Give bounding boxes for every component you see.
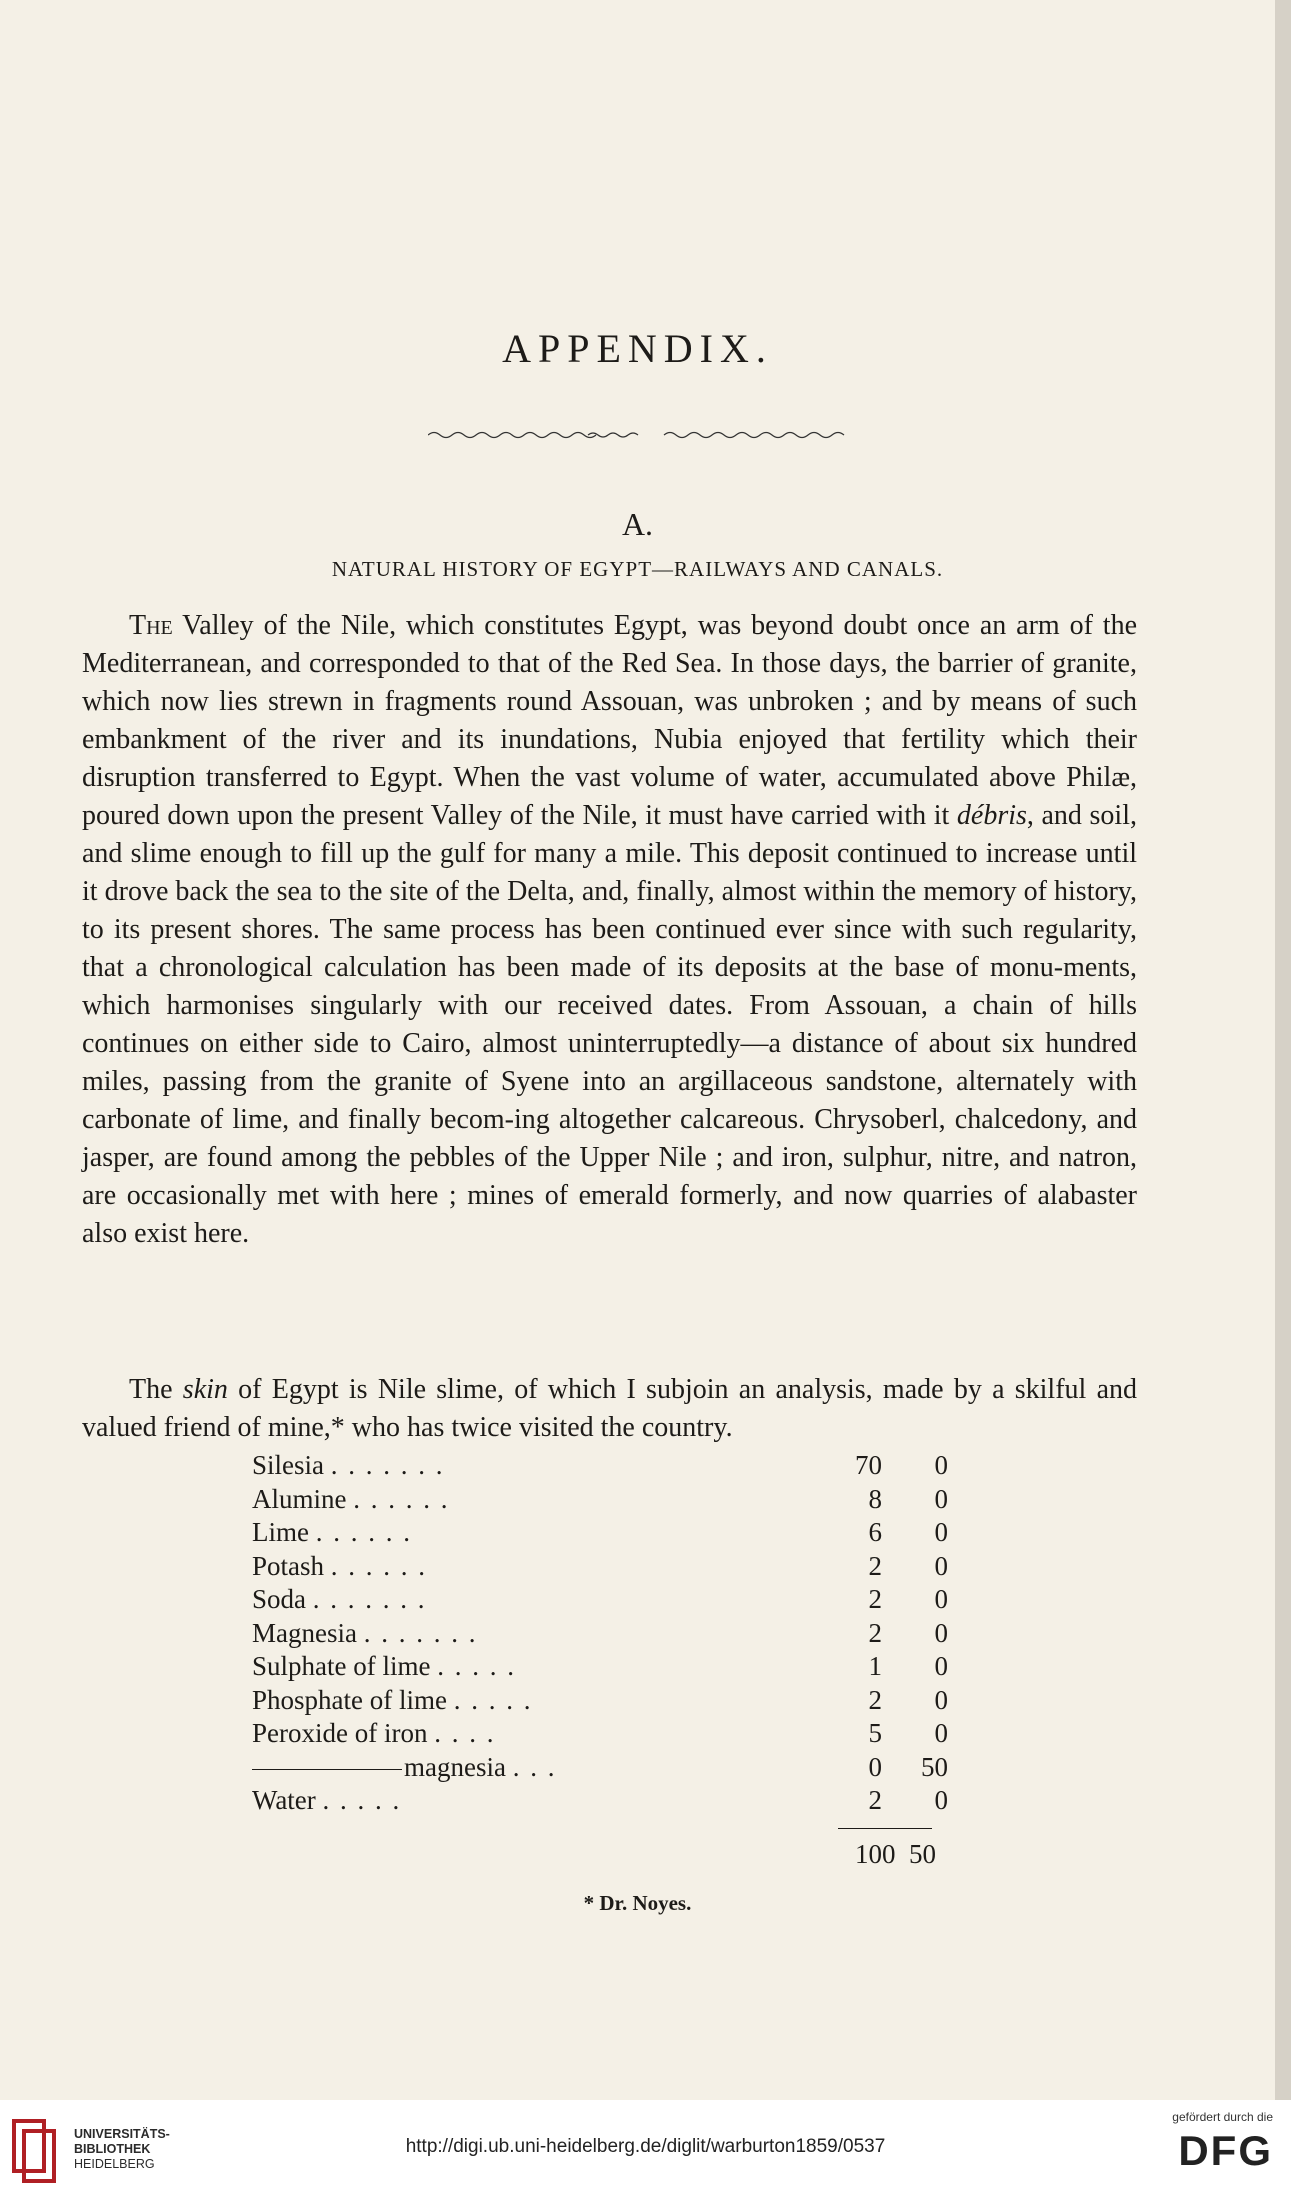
digitization-footer bbox=[0, 2100, 1291, 2202]
value-fraction: 0 bbox=[934, 1584, 948, 1615]
appendix-title: APPENDIX. bbox=[502, 326, 773, 371]
table-row bbox=[252, 1449, 948, 1483]
table-row bbox=[252, 1617, 948, 1651]
dfg-logo: DFG bbox=[1178, 2127, 1273, 2174]
leader-dots: . . . bbox=[512, 1751, 557, 1782]
paragraph-text: Valley of the Nile, which constitutes Egypt, was beyond doubt once an arm of the Mediterranean, and corresponded to that of the Red Sea. In those days, the barrier of granite, which now lies strewn in fragments round Assouan, was unbroken ; and by means of such embankment of the river and its inundations, Nubia enjoyed that fertility which their disruption transferred to Egypt. When the vast volume of water, accumulated above Philæ, poured down upon the present Valley of the Nile, it must have carried with it bbox=[82, 610, 1137, 831]
ingredient-name: Water bbox=[252, 1785, 316, 1816]
value-fraction: 0 bbox=[934, 1684, 948, 1715]
ingredient-name: Silesia bbox=[252, 1450, 324, 1481]
sponsor-label: gefördert durch die bbox=[1172, 2110, 1273, 2124]
ingredient-name: Sulphate of lime bbox=[252, 1651, 431, 1682]
ingredient-name: Potash bbox=[252, 1550, 325, 1581]
paragraph-text: of Egypt is Nile slime, of which I subjoin an analysis, made by a skilful and valued friend of mine,* who has twice visited the country. bbox=[82, 1374, 1138, 1443]
paragraph-text: , and soil, and slime enough to fill up the gulf for many a mile. This deposit continued to increase until it drove back the sea to the site of the Delta, and, finally, almost within the memory of history, to its present shores. The same process has been continued ever since with such regularity, that a chronological calculation has been made of its deposits at the base of monu-ments, which harmonises singularly with our received dates. From Assouan, a chain of hills continues on either side to Cairo, almost uninterruptedly—a distance of about six hundred miles, passing from the granite of Syene into an argillaceous sandstone, alternately with carbonate of lime, and finally becom-ing altogether calcareous. Chrysoberl, chalcedony, and jasper, are found among the pebbles of the Upper Nile ; and iron, sulphur, nitre, and natron, are occasionally met with here ; mines of emerald formerly, and now quarries of alabaster also exist here. bbox=[82, 800, 1137, 1249]
library-name-line2: BIBLIOTHEK bbox=[74, 2142, 151, 2156]
table-row bbox=[252, 1583, 948, 1617]
value-whole: 70 bbox=[855, 1450, 882, 1481]
table-row bbox=[252, 1784, 948, 1818]
leader-dots: . . . . . bbox=[322, 1785, 402, 1816]
leader-dots: . . . . . bbox=[453, 1684, 533, 1715]
ingredient-name: magnesia bbox=[404, 1751, 506, 1782]
paragraph-text: The bbox=[129, 1374, 183, 1405]
value-whole: 1 bbox=[868, 1651, 882, 1682]
value-fraction: 0 bbox=[934, 1450, 948, 1481]
table-row bbox=[252, 1751, 948, 1785]
leader-dots: . . . . . . bbox=[315, 1517, 412, 1548]
value-whole: 5 bbox=[868, 1718, 882, 1749]
section-title: NATURAL HISTORY OF EGYPT—RAILWAYS AND CANALS. bbox=[331, 557, 944, 581]
total-rule bbox=[838, 1828, 932, 1829]
leader-dots: . . . . . . bbox=[353, 1483, 450, 1514]
italic-word: débris bbox=[956, 800, 1027, 831]
leader-dots: . . . . bbox=[434, 1718, 496, 1749]
table-row bbox=[252, 1684, 948, 1718]
value-fraction: 0 bbox=[934, 1651, 948, 1682]
value-whole: 2 bbox=[868, 1550, 882, 1581]
italic-word: skin bbox=[182, 1374, 228, 1405]
ingredient-name: Phosphate of lime bbox=[252, 1684, 447, 1715]
slime-analysis-table bbox=[252, 1449, 948, 1818]
leader-dots: . . . . . . . bbox=[363, 1617, 478, 1648]
value-whole: 0 bbox=[868, 1751, 882, 1782]
table-row bbox=[252, 1550, 948, 1584]
sponsor-logo[interactable] bbox=[1113, 2110, 1273, 2178]
library-name-line3: HEIDELBERG bbox=[74, 2157, 155, 2171]
leader-dots: . . . . . bbox=[437, 1651, 516, 1682]
paragraph-nile-valley bbox=[82, 607, 1137, 1253]
value-fraction: 50 bbox=[921, 1751, 948, 1782]
ingredient-name: Soda bbox=[252, 1584, 306, 1615]
value-fraction: 0 bbox=[934, 1483, 948, 1514]
footnote: * Dr. Noyes. bbox=[583, 1891, 692, 1915]
table-row bbox=[252, 1483, 948, 1517]
ingredient-name: Peroxide of iron bbox=[252, 1718, 428, 1749]
ingredient-name: Alumine bbox=[252, 1483, 347, 1514]
value-fraction: 0 bbox=[934, 1718, 948, 1749]
library-name-line1: UNIVERSITÄTS- bbox=[74, 2127, 170, 2141]
ornament-rule bbox=[0, 428, 1275, 442]
value-fraction: 0 bbox=[934, 1785, 948, 1816]
value-whole: 6 bbox=[868, 1517, 882, 1548]
value-whole: 8 bbox=[868, 1483, 882, 1514]
value-whole: 2 bbox=[868, 1785, 882, 1816]
value-whole: 2 bbox=[868, 1617, 882, 1648]
value-whole: 2 bbox=[868, 1584, 882, 1615]
permalink-url[interactable]: http://digi.ub.uni-heidelberg.de/diglit/warburton1859/0537 bbox=[405, 2136, 886, 2157]
total-whole: 100 bbox=[855, 1839, 896, 1869]
total-fraction: 50 bbox=[909, 1839, 936, 1869]
leader-dots: . . . . . . bbox=[330, 1550, 428, 1581]
section-letter: A. bbox=[621, 506, 654, 542]
ingredient-name: Magnesia bbox=[252, 1617, 357, 1648]
value-fraction: 0 bbox=[934, 1617, 948, 1648]
value-whole: 2 bbox=[868, 1684, 882, 1715]
table-row bbox=[252, 1650, 948, 1684]
value-fraction: 0 bbox=[934, 1517, 948, 1548]
table-row bbox=[252, 1717, 948, 1751]
leader-dots: . . . . . . . bbox=[330, 1450, 445, 1481]
paragraph-nile-slime bbox=[82, 1371, 1137, 1447]
ditto-rule bbox=[252, 1769, 402, 1770]
leader-dots: . . . . . . . bbox=[312, 1584, 427, 1615]
analysis-total bbox=[826, 1839, 936, 1870]
ingredient-name: Lime bbox=[252, 1517, 309, 1548]
value-fraction: 0 bbox=[934, 1550, 948, 1581]
table-row bbox=[252, 1516, 948, 1550]
lead-word: The bbox=[129, 610, 173, 641]
